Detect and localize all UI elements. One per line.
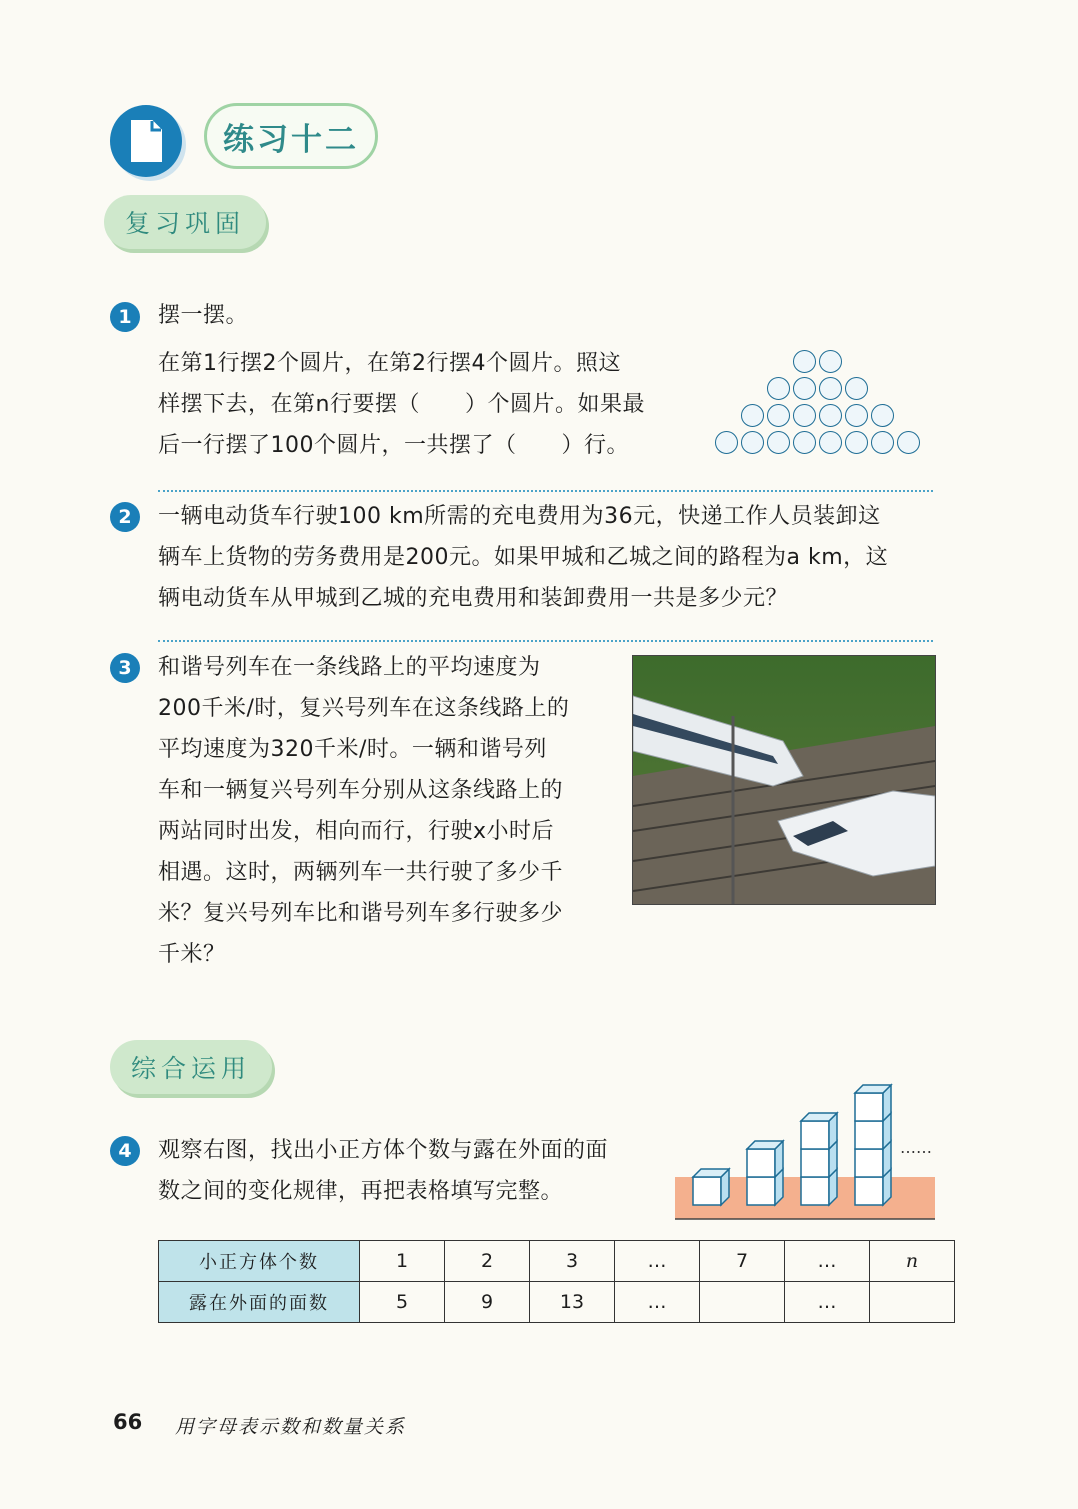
circle-arrangement-figure bbox=[710, 350, 925, 458]
divider bbox=[158, 490, 933, 492]
table-cell: … bbox=[785, 1282, 870, 1323]
circle-disc bbox=[819, 350, 842, 373]
table-cell: … bbox=[785, 1241, 870, 1282]
text-line: 米？复兴号列车比和谐号列车多行驶多少 bbox=[158, 901, 564, 926]
cube-stack bbox=[855, 1085, 891, 1205]
table-cell: 5 bbox=[360, 1282, 445, 1323]
page-title: 练习十二 bbox=[204, 103, 378, 169]
page-number: 66 bbox=[113, 1410, 143, 1434]
text-line: 一辆电动货车行驶100 km所需的充电费用为36元，快递工作人员装卸这 bbox=[158, 504, 881, 529]
answer-blank[interactable] bbox=[700, 1282, 785, 1323]
table-cell: … bbox=[615, 1241, 700, 1282]
table-cell: 9 bbox=[445, 1282, 530, 1323]
circle-disc bbox=[715, 431, 738, 454]
text-line: 辆电动货车从甲城到乙城的充电费用和装卸费用一共是多少元？ bbox=[158, 586, 789, 611]
question-number: 1 bbox=[110, 302, 140, 332]
circle-row bbox=[710, 377, 925, 400]
circle-row bbox=[710, 431, 925, 454]
circle-disc bbox=[897, 431, 920, 454]
table-row bbox=[159, 1241, 955, 1282]
circle-disc bbox=[793, 404, 816, 427]
question-1-title: 摆一摆。 bbox=[158, 303, 249, 328]
text-line: 相遇。这时，两辆列车一共行驶了多少千 bbox=[158, 860, 564, 885]
cube-stack bbox=[801, 1113, 837, 1205]
text-line: 200千米/时，复兴号列车在这条线路上的 bbox=[158, 696, 570, 721]
circle-disc bbox=[845, 377, 868, 400]
table-cell: 2 bbox=[445, 1241, 530, 1282]
table-row bbox=[159, 1282, 955, 1323]
circle-disc bbox=[819, 404, 842, 427]
circle-disc bbox=[793, 431, 816, 454]
text-line: 辆车上货物的劳务费用是200元。如果甲城和乙城之间的路程为a km，这 bbox=[158, 545, 889, 570]
circle-disc bbox=[767, 431, 790, 454]
circle-disc bbox=[793, 377, 816, 400]
chapter-title: 用字母表示数和数量关系 bbox=[175, 1416, 407, 1438]
circle-disc bbox=[741, 404, 764, 427]
table-row-header: 露在外面的面数 bbox=[159, 1282, 360, 1323]
question-number: 2 bbox=[110, 502, 140, 532]
table-cell: 7 bbox=[700, 1241, 785, 1282]
text-line: 千米？ bbox=[158, 942, 226, 967]
question-2-body bbox=[158, 496, 948, 619]
circle-disc bbox=[741, 431, 764, 454]
table-cell: 3 bbox=[530, 1241, 615, 1282]
text-line: 样摆下去，在第n行要摆（ ）个圆片。如果最 bbox=[158, 392, 645, 417]
cube-stack bbox=[693, 1169, 729, 1205]
question-number: 3 bbox=[110, 653, 140, 683]
continuation-ellipsis: …… bbox=[900, 1138, 932, 1157]
question-4-body bbox=[158, 1130, 678, 1212]
text-line: 在第1行摆2个圆片，在第2行摆4个圆片。照这 bbox=[158, 351, 621, 376]
faces-table bbox=[158, 1240, 955, 1323]
question-1-body bbox=[158, 343, 718, 466]
cube-stack bbox=[747, 1141, 783, 1205]
circle-row bbox=[710, 350, 925, 373]
circle-disc bbox=[793, 350, 816, 373]
table-row-header: 小正方体个数 bbox=[159, 1241, 360, 1282]
text-line: 后一行摆了100个圆片，一共摆了（ ）行。 bbox=[158, 433, 629, 458]
text-line: 数之间的变化规律，再把表格填写完整。 bbox=[158, 1179, 564, 1204]
table-cell: … bbox=[615, 1282, 700, 1323]
text-line: 两站同时出发，相向而行，行驶x小时后 bbox=[158, 819, 555, 844]
circle-disc bbox=[767, 404, 790, 427]
high-speed-train-photo bbox=[632, 655, 936, 905]
circle-disc bbox=[845, 404, 868, 427]
circle-disc bbox=[845, 431, 868, 454]
answer-blank[interactable] bbox=[870, 1282, 955, 1323]
section-label-review: 复习巩固 bbox=[104, 195, 266, 249]
text-line: 观察右图，找出小正方体个数与露在外面的面 bbox=[158, 1138, 609, 1163]
exercise-document-icon bbox=[110, 105, 182, 177]
text-line: 和谐号列车在一条线路上的平均速度为 bbox=[158, 655, 541, 680]
table-cell: n bbox=[870, 1241, 955, 1282]
table-cell: 13 bbox=[530, 1282, 615, 1323]
table-cell: 1 bbox=[360, 1241, 445, 1282]
circle-disc bbox=[819, 377, 842, 400]
circle-disc bbox=[819, 431, 842, 454]
question-3-body bbox=[158, 647, 628, 975]
circle-row bbox=[710, 404, 925, 427]
circle-disc bbox=[871, 404, 894, 427]
text-line: 平均速度为320千米/时。一辆和谐号列 bbox=[158, 737, 547, 762]
cube-stacks-figure bbox=[675, 1075, 935, 1225]
question-number: 4 bbox=[110, 1136, 140, 1166]
circle-disc bbox=[767, 377, 790, 400]
divider bbox=[158, 640, 933, 642]
text-line: 车和一辆复兴号列车分别从这条线路上的 bbox=[158, 778, 564, 803]
circle-disc bbox=[871, 431, 894, 454]
section-label-apply: 综合运用 bbox=[110, 1040, 272, 1094]
